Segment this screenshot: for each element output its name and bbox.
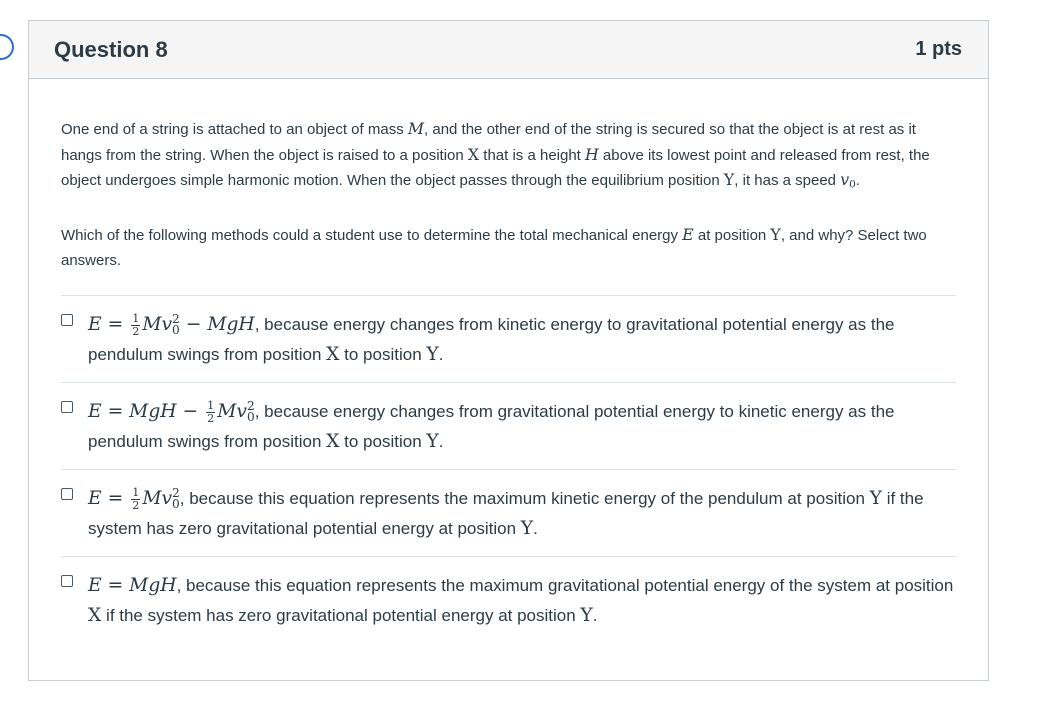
question-stem <box>61 117 956 273</box>
answer-option-2[interactable] <box>61 383 956 470</box>
question-body <box>29 79 988 643</box>
flag-question-icon[interactable] <box>0 34 14 60</box>
answer-equation-3: E = $\frac{1}{2}$ Mv 2 0 <box>88 486 180 512</box>
answer-equation-1: E = $\frac{1}{2}$ Mv 2 0 − MgH <box>88 312 255 338</box>
answer-text-1[interactable]: E = $\frac{1}{2}$ Mv 2 0 − MgH, because energy changes from kinetic energy to gravitational potential energy as the pendulum swings from position X to position Y. <box>88 312 895 366</box>
stem-paragraph-2: Which of the following methods could a student use to determine the total mechanical energy E at position Y, and why? Select two answers. <box>61 225 927 269</box>
answer-checkbox-4[interactable] <box>61 575 73 587</box>
question-title: Question 8 <box>54 36 168 62</box>
answer-option-3[interactable] <box>61 470 956 557</box>
answer-equation-4: E = MgH <box>88 575 177 597</box>
answer-option-4[interactable] <box>61 557 956 643</box>
question-header <box>29 21 988 79</box>
answer-checkbox-3[interactable] <box>61 488 73 500</box>
answer-checkbox-2[interactable] <box>61 401 73 413</box>
answer-equation-2: E = MgH − $\frac{1}{2}$ Mv 2 0 <box>88 399 255 425</box>
stem-paragraph-1: One end of a string is attached to an object of mass M, and the other end of the string is secured so that the object is at rest as it hangs from the string. When the object is raised to a position X that is a height H above its lowest point and released from rest, the object undergoes simple harmonic motion. When the object passes through the equilibrium position Y, it has a speed $v_0$. <box>61 119 930 191</box>
question-points: 1 pts <box>915 38 962 60</box>
answer-checkbox-1[interactable] <box>61 314 73 326</box>
answer-text-3[interactable]: E = $\frac{1}{2}$ Mv 2 0 , because this equation represents the maximum kinetic energy of the pendulum at position Y if the system has zero gravitational potential energy at position Y. <box>88 486 924 540</box>
answer-list <box>61 295 956 643</box>
answer-option-1[interactable] <box>61 296 956 383</box>
answer-text-4[interactable]: E = MgH, because this equation represents the maximum gravitational potential energy of the system at position X if the system has zero gravitational potential energy at position Y. <box>88 575 954 627</box>
question-card <box>28 20 989 681</box>
answer-text-2[interactable]: E = MgH − $\frac{1}{2}$ Mv 2 0 , because energy changes from gravitational potential energy to kinetic energy as the pendulum swings from position X to position Y. <box>88 399 895 453</box>
